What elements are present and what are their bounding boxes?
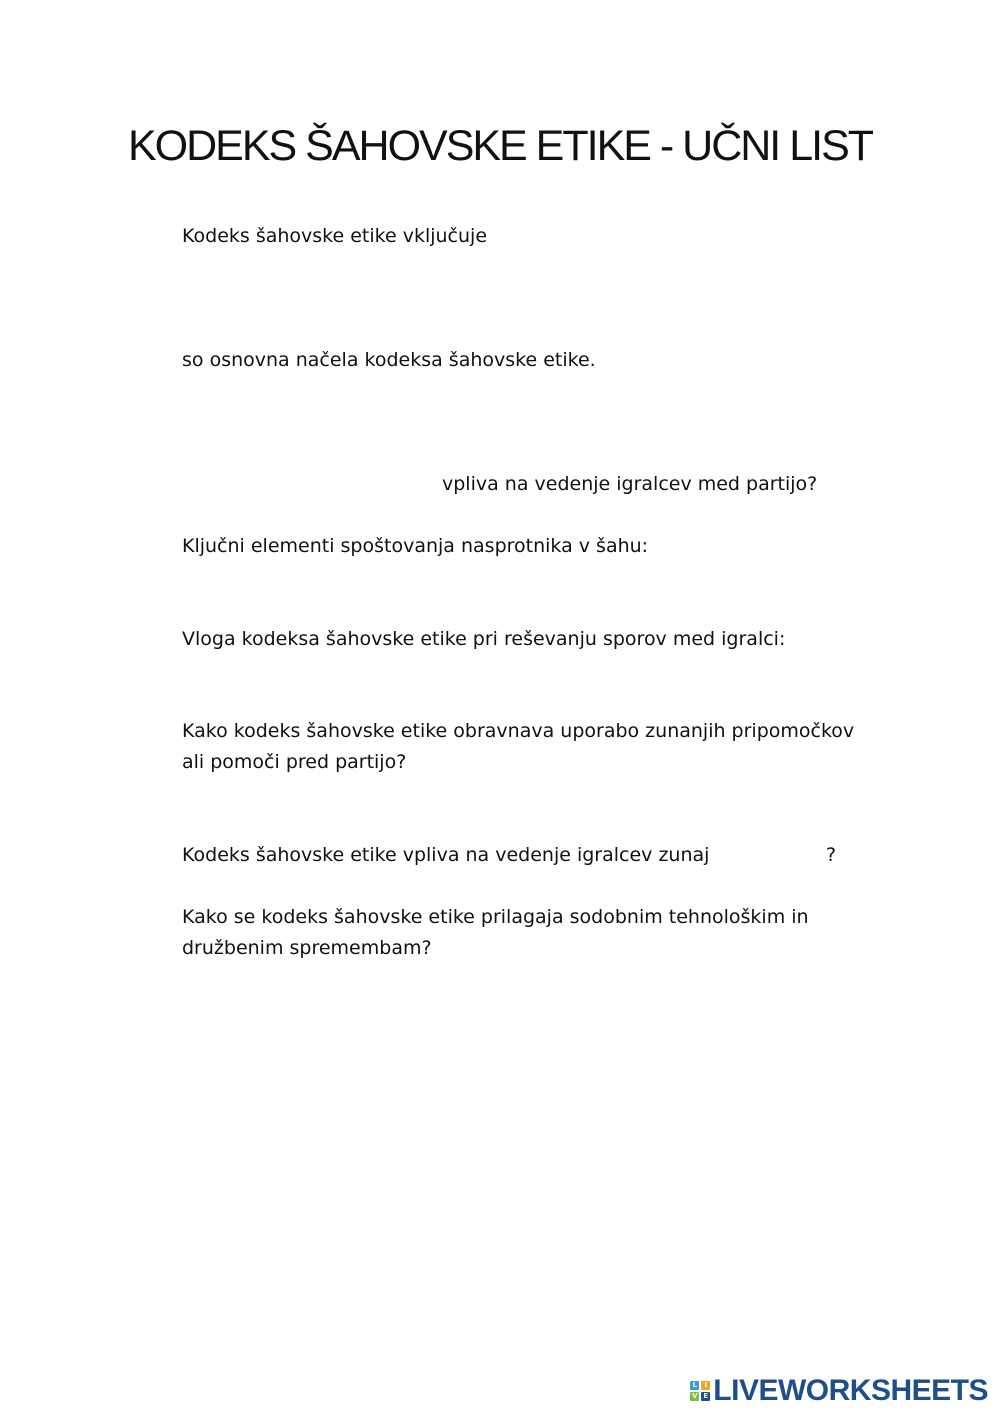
question-line-7: Kodeks šahovske etike vpliva na vedenje igralcev zunaj: [182, 844, 710, 866]
logo-text: LIVEWORKSHEETS: [713, 1374, 988, 1407]
page-title: KODEKS ŠAHOVSKE ETIKE - UČNI LIST: [127, 122, 873, 170]
logo-letter-i: I: [701, 1381, 710, 1390]
question-line-4: Ključni elementi spoštovanja nasprotnika v šahu:: [182, 535, 649, 557]
logo-letter-l: L: [690, 1381, 699, 1390]
question-line-2: so osnovna načela kodeksa šahovske etike.: [182, 349, 596, 371]
question-mark: ?: [826, 844, 837, 866]
logo-letter-e: E: [701, 1392, 710, 1401]
logo-blocks-icon: [690, 1381, 710, 1401]
question-line-5: Vloga kodeksa šahovske etike pri reševanju sporov med igralci:: [182, 628, 786, 650]
liveworksheets-logo: [690, 1374, 988, 1408]
question-line-3: vpliva na vedenje igralcev med partijo?: [442, 473, 818, 495]
question-line-6: Kako kodeks šahovske etike obravnava uporabo zunanjih pripomočkov ali pomoči pred partijo?: [182, 720, 855, 773]
question-line-1: Kodeks šahovske etike vključuje: [182, 225, 488, 247]
logo-letter-v: V: [692, 1392, 698, 1400]
question-line-8: Kako se kodeks šahovske etike prilagaja sodobnim tehnološkim in družbenim spremembam?: [182, 906, 809, 959]
